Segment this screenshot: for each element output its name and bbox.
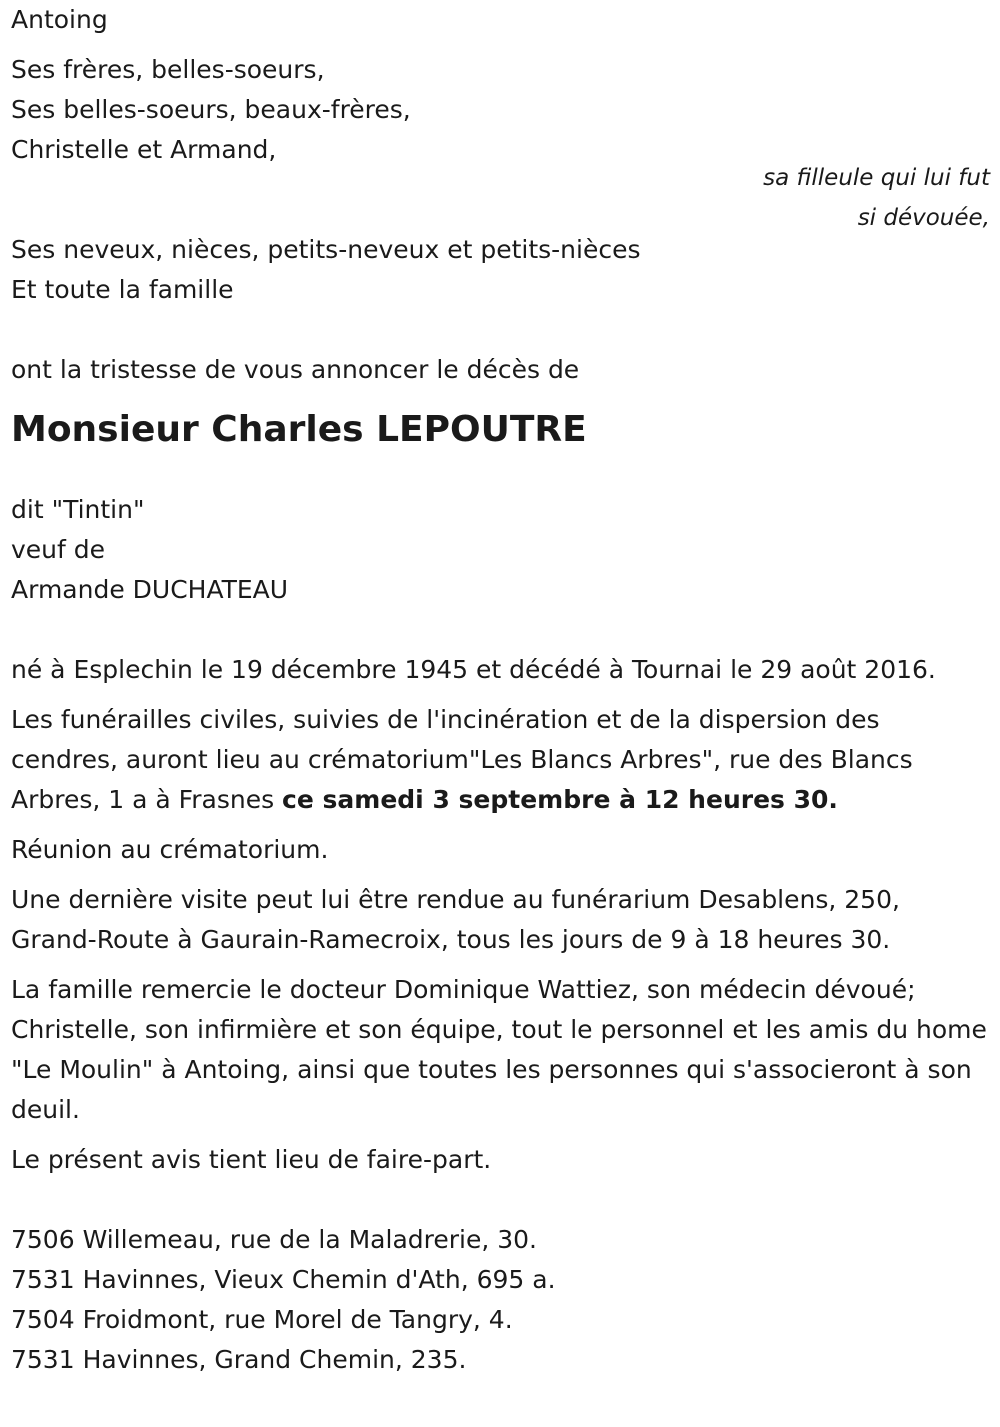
note-line: si dévouée,: [857, 205, 990, 231]
spacer: [11, 310, 991, 350]
funeral-paragraph: [11, 700, 991, 820]
place-heading: Antoing: [11, 5, 108, 34]
spacer: [11, 610, 991, 650]
address-line: 7504 Froidmont, rue Morel de Tangry, 4.: [11, 1305, 513, 1334]
address-line: 7531 Havinnes, Vieux Chemin d'Ath, 695 a.: [11, 1265, 556, 1294]
address-line: 7506 Willemeau, rue de la Maladrerie, 30.: [11, 1225, 538, 1254]
family-line: Ses frères, belles-soeurs,: [11, 55, 325, 84]
spacer: [11, 870, 991, 880]
notice-text: Le présent avis tient lieu de faire-part.: [11, 1145, 492, 1174]
meeting-text: Réunion au crématorium.: [11, 835, 329, 864]
goddaughter-note: [763, 158, 990, 238]
spacer: [11, 820, 991, 830]
spacer: [11, 1130, 991, 1140]
thanks-paragraph: La famille remercie le docteur Dominique Wattiez, son médecin dévoué; Christelle, son infirmière et son équipe, tout le personnel et les amis du home "Le Moulin" à Antoing, ainsi que toutes les personnes qui s'associeront à son deuil.: [11, 975, 987, 1124]
funeral-date: ce samedi 3 septembre à 12 heures 30.: [282, 785, 838, 814]
spacer: [11, 1180, 991, 1220]
family-line: Ses belles-soeurs, beaux-frères,: [11, 95, 411, 124]
deceased-name: Monsieur Charles LEPOUTRE: [11, 409, 587, 450]
birth-death-text: né à Esplechin le 19 décembre 1945 et décédé à Tournai le 29 août 2016.: [11, 655, 936, 684]
spacer: [11, 40, 991, 50]
spouse-name: Armande DUCHATEAU: [11, 575, 289, 604]
visit-paragraph: Une dernière visite peut lui être rendue au funérarium Desablens, 250, Grand-Route à Gaurain-Ramecroix, tous les jours de 9 à 18 heures 30.: [11, 885, 900, 954]
widower-label: veuf de: [11, 535, 106, 564]
address-line: 7531 Havinnes, Grand Chemin, 235.: [11, 1345, 467, 1374]
spacer: [11, 690, 991, 700]
family-line: Christelle et Armand,: [11, 135, 277, 164]
family-line: Ses neveux, nièces, petits-neveux et petits-nièces: [11, 235, 641, 264]
note-line: sa filleule qui lui fut: [763, 165, 990, 191]
announcement-text: ont la tristesse de vous annoncer le décès de: [11, 355, 580, 384]
spacer: [11, 960, 991, 970]
funeral-text: Les funérailles civiles, suivies de l'incinération et de la dispersion des cendres, auront lieu au crématorium"Les Blancs Arbres", rue des Blancs Arbres, 1 a à Frasnes: [11, 705, 913, 814]
nickname-text: dit "Tintin": [11, 495, 145, 524]
family-line: Et toute la famille: [11, 275, 234, 304]
